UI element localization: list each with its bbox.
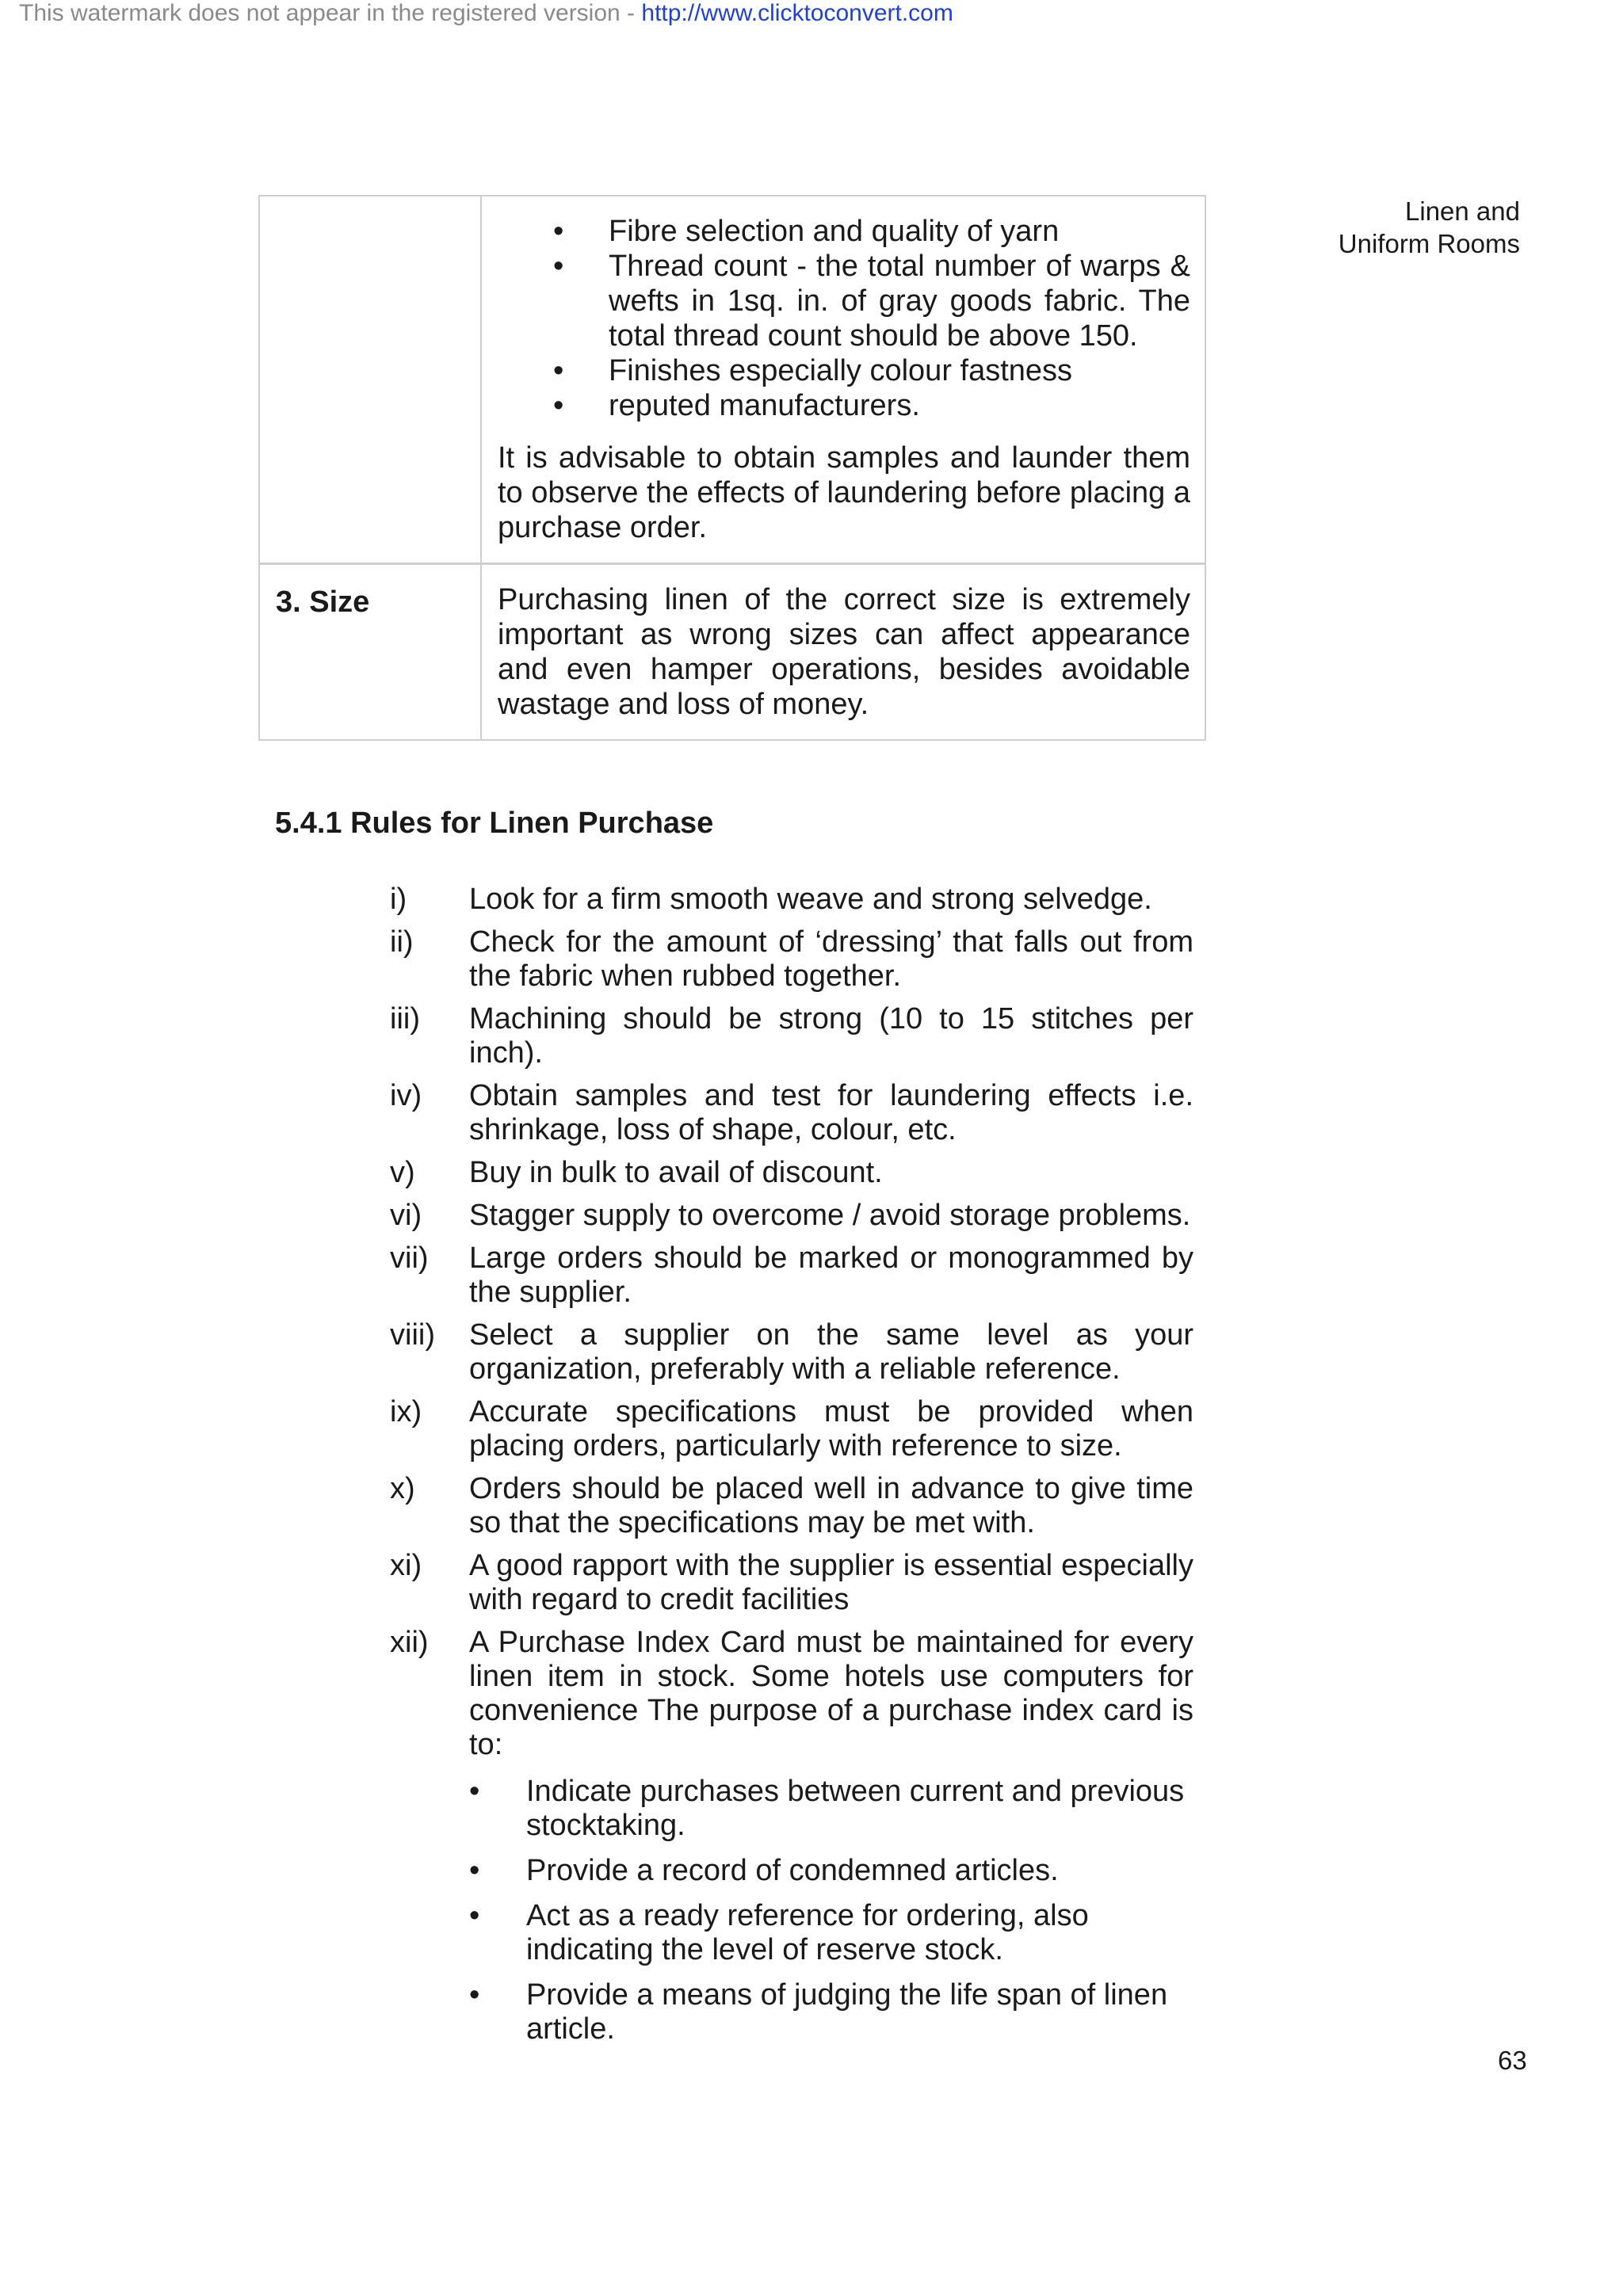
- list-item: [553, 388, 1190, 423]
- table-row-label: 3. Size: [260, 565, 482, 739]
- list-item: [469, 1854, 1193, 1888]
- watermark-notice: [19, 0, 953, 27]
- size-paragraph: Purchasing linen of the correct size is extremely important as wrong sizes can affect appearance and even hamper operations, besides avoidable wastage and loss of money.: [498, 583, 1190, 721]
- table-row-content: [482, 565, 1205, 739]
- rule-number: xii): [390, 1626, 429, 1659]
- running-header-line-2: Uniform Rooms: [1338, 229, 1520, 258]
- list-item: [553, 249, 1190, 353]
- table-row: [260, 563, 1205, 739]
- bullet-icon: •: [469, 1775, 480, 1808]
- list-item-text: Fibre selection and quality of yarn: [609, 215, 1060, 248]
- rule-number: iv): [390, 1079, 422, 1112]
- rule-number: ii): [390, 925, 414, 959]
- rule-text: Select a supplier on the same level as your organization, preferably with a reliable reference.: [469, 1318, 1193, 1386]
- bullet-icon: •: [469, 1978, 480, 2012]
- bullet-icon: •: [469, 1854, 480, 1887]
- bullet-icon: •: [553, 354, 564, 387]
- rule-text: Stagger supply to overcome / avoid storage problems.: [469, 1199, 1191, 1232]
- table-row-content: [482, 196, 1205, 563]
- list-item: [469, 1978, 1193, 2046]
- list-item: [390, 925, 1193, 994]
- rule-number: vi): [390, 1199, 422, 1232]
- list-item: [390, 1549, 1193, 1617]
- table-row: [260, 196, 1205, 563]
- purchase-criteria-table: [258, 195, 1206, 741]
- list-item: [390, 1199, 1193, 1233]
- rule-text: Large orders should be marked or monogrammed by the supplier.: [469, 1241, 1193, 1309]
- rule-text: Buy in bulk to avail of discount.: [469, 1156, 883, 1189]
- list-item-text: Finishes especially colour fastness: [609, 354, 1073, 387]
- list-item: [390, 883, 1193, 917]
- list-item: [553, 214, 1190, 249]
- rule-text: Look for a firm smooth weave and strong selvedge.: [469, 883, 1152, 916]
- list-item: [469, 1775, 1193, 1843]
- rule-number: ix): [390, 1395, 422, 1428]
- rule-number: x): [390, 1472, 415, 1505]
- list-item: [390, 1156, 1193, 1190]
- running-header-line-1: Linen and: [1405, 196, 1520, 226]
- list-item: [390, 1395, 1193, 1463]
- list-item: [390, 1472, 1193, 1540]
- watermark-text: This watermark does not appear in the registered version -: [19, 0, 642, 26]
- bullet-icon: •: [553, 250, 564, 283]
- list-item-text: Provide a means of judging the life span of linen article.: [526, 1978, 1168, 2046]
- list-item: [469, 1899, 1193, 1967]
- rule-text: Obtain samples and test for laundering effects i.e. shrinkage, loss of shape, colour, etc.: [469, 1079, 1193, 1146]
- rule-number: viii): [390, 1318, 435, 1352]
- watermark-link[interactable]: http://www.clicktoconvert.com: [641, 0, 953, 26]
- list-item: [390, 1002, 1193, 1070]
- list-item: [390, 1626, 1193, 2058]
- rule-text: A Purchase Index Card must be maintained for every linen item in stock. Some hotels use computers for convenience The purpose of a purchase index card is to:: [469, 1626, 1193, 1761]
- list-item-text: Thread count - the total number of warps & wefts in 1sq. in. of gray goods fabric. The total thread count should be above 150.: [609, 250, 1190, 353]
- rules-list: [390, 883, 1193, 2066]
- running-header: [1282, 195, 1520, 260]
- rule-number: xi): [390, 1549, 422, 1582]
- rule-text: Check for the amount of ‘dressing’ that falls out from the fabric when rubbed together.: [469, 925, 1193, 993]
- list-item: [553, 353, 1190, 388]
- list-item-text: Act as a ready reference for ordering, also indicating the level of reserve stock.: [526, 1899, 1089, 1966]
- bullet-icon: •: [553, 215, 564, 248]
- rule-number: vii): [390, 1241, 429, 1275]
- section-heading: 5.4.1 Rules for Linen Purchase: [275, 807, 714, 840]
- rule-body: [469, 1626, 1193, 2058]
- rule-number: iii): [390, 1002, 420, 1035]
- list-item: [390, 1079, 1193, 1147]
- quality-bullet-list: [498, 214, 1190, 423]
- rule-number: i): [390, 883, 407, 916]
- advice-paragraph: It is advisable to obtain samples and launder them to observe the effects of laundering before placing a purchase order.: [498, 441, 1190, 544]
- rule-text: Accurate specifications must be provided when placing orders, particularly with reference to size.: [469, 1395, 1193, 1463]
- table-row-label: [260, 196, 482, 563]
- list-item-text: Provide a record of condemned articles.: [526, 1854, 1059, 1887]
- rule-text: Orders should be placed well in advance to give time so that the specifications may be met with.: [469, 1472, 1193, 1539]
- rule-text: A good rapport with the supplier is essential especially with regard to credit facilities: [469, 1549, 1193, 1616]
- list-item: [390, 1241, 1193, 1310]
- rule-text: Machining should be strong (10 to 15 stitches per inch).: [469, 1002, 1193, 1070]
- bullet-icon: •: [469, 1899, 480, 1932]
- list-item-text: Indicate purchases between current and previous stocktaking.: [526, 1775, 1185, 1842]
- bullet-icon: •: [553, 389, 564, 422]
- purpose-bullet-list: [469, 1775, 1193, 2046]
- rule-number: v): [390, 1156, 415, 1189]
- list-item: [390, 1318, 1193, 1386]
- list-item-text: reputed manufacturers.: [609, 389, 920, 422]
- page-number: 63: [1498, 2046, 1527, 2075]
